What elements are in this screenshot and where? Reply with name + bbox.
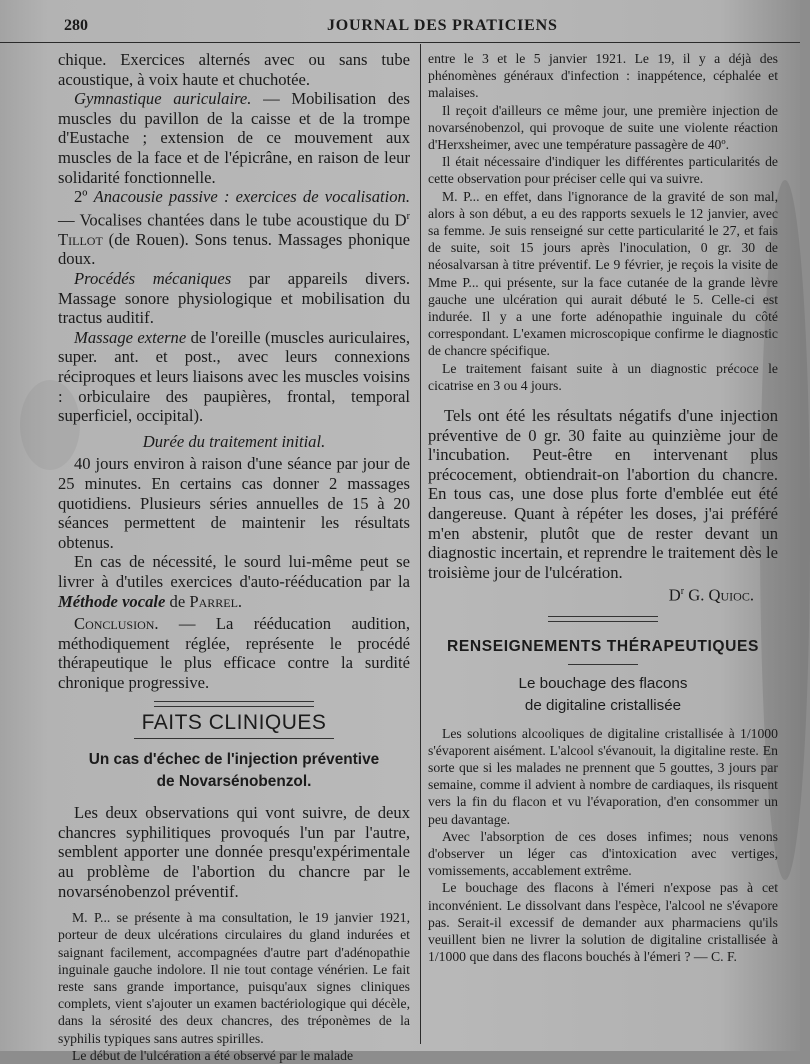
right-column — [428, 50, 778, 965]
paragraph: Gymnastique auriculaire. — Mobilisation des muscles du pavillon de la caisse et de la trompe d'Eustache ; extension de ce mouvement aux muscles de la face et de l'épicrâne, en raison de leur solidarité fonctionnelle. — [58, 89, 410, 187]
author-name: Tillot — [58, 229, 103, 249]
paragraph: Conclusion. — La rééducation audition, méthodiquement réglée, représente le procédé thérapeutique le plus efficace contre la surdité chronique progressive. — [58, 614, 410, 692]
paragraph: chique. Exercices alternés avec ou sans tube acoustique, à voix haute et chuchotée. — [58, 50, 410, 89]
observation-text — [58, 909, 410, 1064]
article-title: Le bouchage des flacons de digitaline cristallisée — [518, 674, 688, 714]
article-text — [428, 725, 778, 966]
section-title: RENSEIGNEMENTS THÉRAPEUTIQUES — [447, 637, 759, 655]
paragraph: Les solutions alcooliques de digitaline cristallisée à 1/1000 s'évaporent aisément. L'alcool s'évanouit, la digitaline reste. En sorte que si les malades ne prennent que 5 gouttes, 3 jours par semaine, comme il advient à nombre de cardiaques, ils risquent vers la fin du flacon et vu l'évaporation, d'en consommer un peu davantage. — [428, 725, 778, 827]
paragraph: Le traitement faisant suite à un diagnostic précoce le cicatrise en 3 ou 4 jours. — [428, 360, 778, 393]
journal-title: JOURNAL DES PRATICIENS — [327, 17, 558, 34]
paragraph: Tels ont été les résultats négatifs d'une injection préventive de 0 gr. 30 faite au quinzième jour de l'incubation. Peut-être en intervenant plus précocement, obtiendrait-on l'abortion du chancre. En tous cas, une dose plus forte d'emblée eut été dangereuse. Quant à répéter les doses, j'ai préféré m'en abstenir, plutôt que de rester devant un diagnostic incertain, et reprendre le traitement dès le troisième jour de l'ulcération. — [428, 406, 778, 582]
paragraph: M. P... se présente à ma consultation, le 19 janvier 1921, porteur de deux ulcérations circulaires du gland indurées et saignant facilement, accompagnées d'autre part d'adénopathie inguinale gauche indolore. Il nie tout contage vénérien. Le fait reste sans grande importance, puisqu'aux signes cliniques complets, vient s'ajouter un examen bactériologique qui décèle, dans la sérosité des deux chancres, des tréponèmes de la syphilis typiques sans autres spirilles. — [58, 910, 410, 1046]
paragraph: Massage externe de l'oreille (muscles auriculaires, super. ant. et post., avec leurs connexions réciproques et leurs liaisons avec les muscles voisins : orbiculaire des paupières, frontal, temporal superficiel, occipital). — [58, 327, 410, 426]
section-rule — [134, 738, 334, 739]
paragraph: Procédés mécaniques par appareils divers. Massage sonore physiologique et mobilisation du tractus auditif. — [58, 269, 411, 328]
column-divider — [420, 44, 421, 1044]
subheading: Durée du traitement initial. — [142, 431, 326, 451]
page-number: 280 — [64, 17, 88, 34]
paragraph: entre le 3 et le 5 janvier 1921. Le 19, il y a déjà des phénomènes généraux d'infection : inappétence, céphalée et malaises. — [428, 51, 778, 101]
signature: $D^r$ G. Quioc. — [668, 585, 754, 605]
paragraph: M. P... en effet, dans l'ignorance de la gravité de son mal, alors à son début, a eu des rapports sexuels le 12 janvier, avec sa femme. Je suis renseigné sur cette particularité le 27, et fais de suite, soit 15 jours après l'inoculation, 0 gr. 30 de néosalvarsan à titre préventif. Le 9 février, je reçois la visite de Mme P... qui présente, sur la face cutanée de la grande lèvre gauche une ulcération qui aurait débuté le 5. Celle-ci est indurée. Il y a une forte adénopathie inguinale du côté correspondant. L'examen microscopique confirme le diagnostic de chancre spécifique. — [428, 188, 778, 359]
italic-lead: Anacousie passive : exercices de vocalisation. — [93, 187, 411, 207]
paragraph: Il reçoit d'ailleurs ce même jour, une première injection de novarsénobenzol, qui provoque de suite une violente réaction d'Herxsheimer, avec une température passagère de 40º. — [428, 102, 778, 153]
paragraph: 40 jours environ à raison d'une séance par jour de 25 minutes. En certains cas donner 2 massages quotidiens. Plusieurs séries annuelles de 15 à 20 séances permettent de maintenir les résultats obtenus. — [58, 454, 410, 552]
italic-lead: Gymnastique auriculaire. — [74, 89, 252, 109]
paragraph: Le début de l'ulcération a été observé par le malade — [72, 1047, 354, 1063]
section-rule — [548, 616, 658, 622]
left-column — [58, 50, 410, 1064]
section-title: FAITS CLINIQUES — [141, 710, 327, 734]
paragraph: Avec l'absorption de ces doses infimes; nous venons d'observer un léger cas d'intoxication avec vertiges, vomissements, accablement extrême. — [428, 828, 778, 879]
paragraph: Le bouchage des flacons à l'émeri n'expose pas à cet inconvénient. Le dissolvant dans l'espèce, l'alcool ne s'évapore pas. Serait-il excessif de demander aux pharmaciens qu'ils veuillent bien ne livrer la solution de digitaline cristallisée à 1/1000 que dans des flacons bouchés à l'émeri ? — C. F. — [428, 880, 778, 965]
section-rule — [154, 701, 314, 707]
conclusion-text — [428, 406, 778, 605]
page-header — [0, 14, 800, 43]
article-title: Un cas d'échec de l'injection préventive de Novarsénobenzol. — [88, 751, 380, 791]
paragraph: 2º Anacousie passive : exercices de vocalisation. — Vocalises chantées dans le tube acoustique du $D^r$ Tillot (de Rouen). Sons tenus. Massages phonique doux. — [58, 187, 411, 269]
paragraph: Il était nécessaire d'indiquer les différentes particularités de cette observation pour préciser celle qui va suivre. — [428, 154, 778, 187]
observation-text — [428, 50, 778, 394]
section-rule — [568, 664, 638, 665]
paragraph: Les deux observations qui vont suivre, de deux chancres syphilitiques provoqués l'un par l'autre, semblent apporter une donnée presqu'expérimentale au problème de l'abortion du chancre par le novarsénobenzol préventif. — [58, 803, 410, 901]
paragraph: En cas de nécessité, le sourd lui-même peut se livrer à d'utiles exercices d'auto-rééducation par la Méthode vocale de Parrel. — [58, 552, 410, 611]
